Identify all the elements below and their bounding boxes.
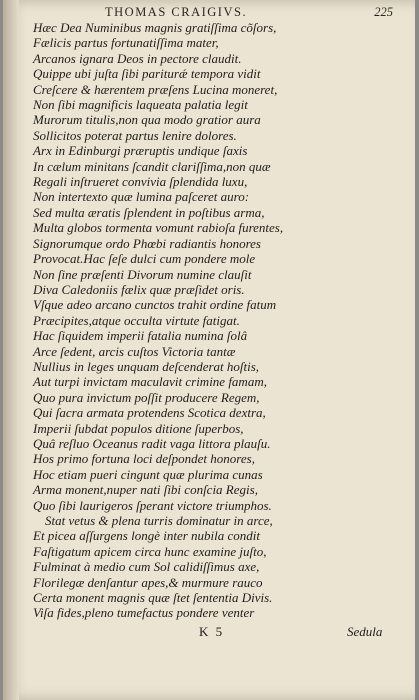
poem-line: Stat vetus & plena turris dominatur in arce, [45,513,273,528]
poem-line: Signorumque ordo Phœbi radiantis honores [33,235,261,251]
page-header [3,5,415,21]
poem-line: Præcipites,atque occulta virtute fatigat. [33,312,240,328]
poem-line: Faſtigatum apicem circa hunc examine juſto, [33,543,267,559]
poem-line: Hæc Dea Numinibus magnis gratiſſima cõſors, [33,20,277,35]
poem-line: Imperii ſubdat populos ditione ſuperbos, [33,420,244,436]
book-page [3,0,415,700]
poem-line: Arce ſedent, arcis cuſtos Victoria tantæ [33,343,236,359]
poem-line: Nullius in leges unquam deſcenderat hoſtis, [33,358,260,374]
signature-mark: K 5 [199,624,225,639]
poem-line: Hoc etiam pueri cingunt quæ plurima cunas [33,466,263,482]
poem-line: In cælum minitans ſcandit clariſſima,non quæ [33,158,271,174]
poem-line: Hac ſiquidem imperii fatalia numina ſolâ [33,328,248,344]
page-number: 225 [374,5,393,19]
poem-line: Sed multa æratis ſplendent in poſtibus arma, [33,204,265,220]
poem-text [33,20,401,621]
poem-line: Arx in Edinburgi præruptis undique ſaxis [33,143,248,159]
poem-line: Qui ſacra armata protendens Scotica dextra, [33,405,266,421]
poem-line: Arcanos ignara Deos in pectore claudit. [33,50,242,66]
page-gutter [3,0,19,700]
poem-line: Florilegæ denſantur apes,& murmure rauco [33,574,263,590]
poem-line: Provocat.Hac ſeſe dulci cum pondere mole [33,251,256,267]
poem-line: Quo pura invictum poſſit producere Regem, [33,389,260,405]
page-footer [3,624,415,642]
poem-line: Diva Caledoniis fælix quæ præſidet oris. [33,281,245,297]
poem-line: Regali inſtrueret convivia ſplendida luxu, [33,174,248,190]
poem-line: Creſcere & hærentem præſens Lucina moneret, [33,81,278,97]
poem-line: Non ſine præſenti Divorum numine clauſit [33,266,252,282]
poem-line: Fælicis partus fortunatiſſima mater, [33,35,219,51]
poem-line: Aut turpi invictam maculavit crimine famam, [33,374,267,390]
catchword: Sedula [347,624,383,639]
poem-line: Non intertexto quæ lumina paſceret auro: [33,189,250,205]
poem-line: Murorum titulis,non qua modo gratior aura [33,112,261,128]
poem-line: Hos primo fortuna loci deſpondet honores, [33,451,255,467]
poem-line: Non ſibi magnificis laqueata palatia legit [33,97,248,113]
poem-line: Sollicitos poterat partus lenire dolores. [33,127,237,143]
poem-line: Viſa fides,pleno tumefactus pondere venter [33,605,255,621]
poem-line: Et picea aſſurgens longè inter nubila condit [33,528,260,544]
poem-line: Quippe ubi juſta ſibi pariturǽ tempora vidit [33,66,261,82]
running-head: THOMAS CRAIGIVS. [105,5,248,19]
poem-line: Certa monent magnis quæ ſtet ſententia Divis. [33,590,273,606]
poem-line: Multa globos tormenta vomunt rabioſa furentes, [33,220,284,236]
poem-line: Quo ſibi laurigeros ſperant victore triumphos. [33,497,272,513]
poem-line: Fulminat à medio cum Sol calidiſſimus axe, [33,559,260,575]
poem-line: Arma monent,nuper nati ſibi conſcia Regis, [33,482,258,498]
poem-line: Vſque adeo arcano cunctos trahit ordine fatum [33,297,277,313]
poem-line: Quâ reſluo Oceanus radit vaga littora plauſu. [33,435,271,451]
